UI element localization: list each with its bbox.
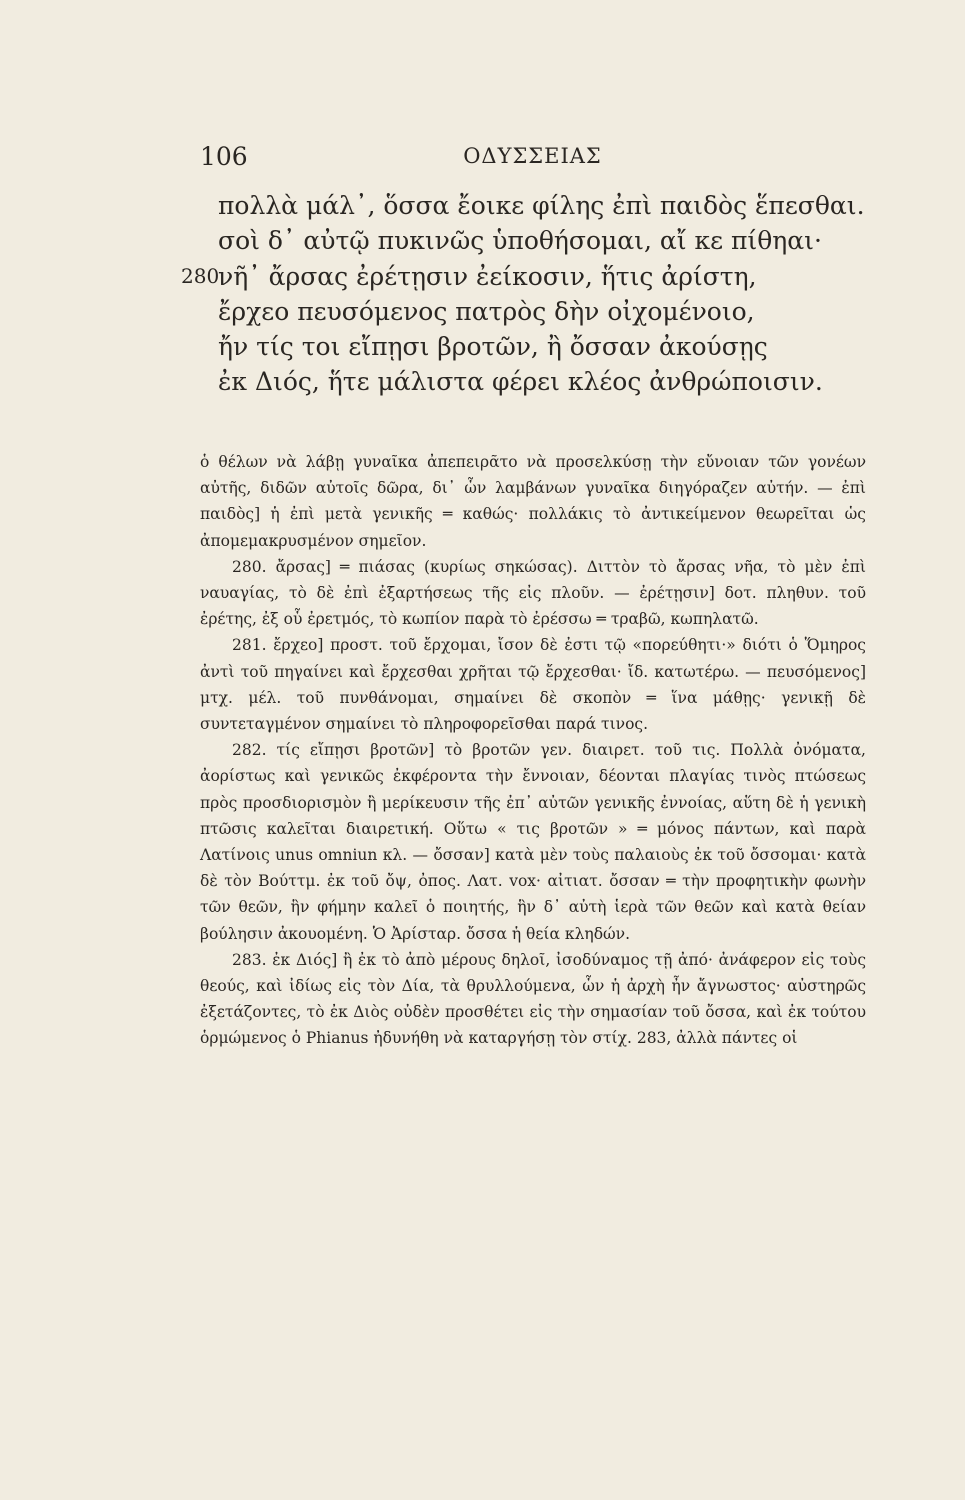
commentary-note-282: 282. τίς εἴπῃσι βροτῶν] τὸ βροτῶν γεν. διαιρετ. τοῦ τις. Πολλὰ ὀνόματα, ἀορίστως καὶ γενικῶς ἐκφέροντα τὴν ἔννοιαν, δέονται πλαγίας τινὸς πτώσεως πρὸς προσδιορισμὸν ἢ μερίκευσιν τῆς ἐπ᾽ αὐτῶν γενικῆς ἐννοίας, αὕτη δὲ ἡ γενικὴ πτῶσις καλεῖται διαιρετική. Οὕτω « τις βροτῶν » ═ μόνος πάντων, καὶ παρὰ Λατίνοις unus omniun κλ. — ὄσσαν] κατὰ μὲν τοὺς παλαιοὺς ἐκ τοῦ ὄσσομαι· κατὰ δὲ τὸν Βούττμ. ἐκ τοῦ ὄψ, ὀπος. Λατ. vox· αἰτιατ. ὄσσαν ═ τὴν προφητικὴν φωνὴν τῶν θεῶν, ἣν φήμην καλεῖ ὁ ποιητής, ἣν δ᾽ αὐτὴ ἱερὰ τῶν θεῶν καὶ κατὰ θείαν βούλησιν ἀκουομένη. Ὁ Ἀρίσταρ. ὄσσα ἡ θεία κληδών. [200, 741, 866, 943]
verse-block [181, 188, 875, 400]
verse-line [185, 223, 875, 258]
verse-text: ἔρχεο πευσόμενος πατρὸς δὴν οἰχομένοιο, [218, 296, 755, 326]
verse-line [181, 259, 875, 294]
verse-line [185, 364, 875, 399]
running-head [200, 142, 865, 182]
commentary-paragraph: ὁ θέλων νὰ λάβῃ γυναῖκα ἀπεπειρᾶτο νὰ προσελκύσῃ τὴν εὔνοιαν τῶν γονέων αὐτῆς, διδῶν αὐτοῖς δῶρα, δι᾽ ὧν λαμβάνων γυναῖκα διηγόραζεν αὐτήν. — ἐπὶ παιδὸς] ἡ ἐπὶ μετὰ γενικῆς ═ καθώς· πολλάκις τὸ ἀντικείμενον θεωρεῖται ὡς ἀπομεμακρυσμένον σημεῖον. [200, 453, 866, 550]
commentary-note-281: 281. ἔρχεο] προστ. τοῦ ἔρχομαι, ἴσον δὲ ἐστι τῷ «πορεύθητι·» διότι ὁ Ὅμηρος ἀντὶ τοῦ πηγαίνει καὶ ἔρχεσθαι χρῆται τῷ ἔρχεσθαι· ἴδ. κατωτέρω. — πευσόμενος] μτχ. μέλ. τοῦ πυνθάνομαι, σημαίνει δὲ σκοπὸν ═ ἵνα μάθῃς· γενικῇ δὲ συντεταγμένον σημαίνει τὸ πληροφορεῖσθαι παρά τινος. [200, 636, 866, 734]
verse-text: ἐκ Διός, ἥτε μάλιστα φέρει κλέος ἀνθρώποισιν. [218, 367, 823, 397]
verse-text: πολλὰ μάλ᾽, ὅσσα ἔοικε φίλης ἐπὶ παιδὸς ἕπεσθαι. [218, 191, 865, 220]
verse-text: ἤν τίς τοι εἴπῃσι βροτῶν, ἢ ὄσσαν ἀκούσῃς [218, 332, 768, 362]
commentary [200, 449, 866, 1052]
line-number: 280 [181, 263, 220, 288]
commentary-note-280: 280. ἄρσας] ═ πιάσας (κυρίως σηκώσας). Διττὸν τὸ ἄρσας νῆα, τὸ μὲν ἐπὶ ναυαγίας, τὸ δὲ ἐπὶ ἐξαρτήσεως τῆς εἰς πλοῦν. — ἐρέτῃσιν] δοτ. πληθυν. τοῦ ἐρέτης, ἐξ οὗ ἐρετμός, τὸ κωπίον παρὰ τὸ ἐρέσσω ═ τραβῶ, κωπηλατῶ. [200, 557, 866, 629]
verse-line [185, 294, 875, 329]
commentary-note-283: 283. ἐκ Διός] ἢ ἐκ τὸ ἀπὸ μέρους δηλοῖ, ἰσοδύναμος τῇ ἀπό· ἀνάφερον εἰς τοὺς θεούς, καὶ ἰδίως εἰς τὸν Δία, τὰ θρυλλούμενα, ὧν ἡ ἀρχὴ ἦν ἄγνωστος· αὐστηρῶς ἐξετάζοντες, τὸ ἐκ Διὸς οὐδὲν προσθέτει εἰς τὴν σημασίαν τοῦ ὄσσα, καὶ ἐκ τούτου ὁρμώμενος ὁ Phianus ἠδυνήθη νὰ καταργήσῃ τὸν στίχ. 283, ἀλλὰ πάντες οἱ [200, 950, 866, 1048]
verse-text: σοὶ δ᾽ αὐτῷ πυκινῶς ὑποθήσομαι, αἴ κε πίθηαι· [218, 226, 822, 256]
page-number: 106 [200, 142, 248, 171]
verse-text: νῆ᾽ ἄρσας ἐρέτῃσιν ἐείκοσιν, ἥτις ἀρίστη, [218, 261, 757, 291]
verse-line [185, 188, 875, 223]
running-title: ΟΔΥΣΣΕΙΑΣ [463, 144, 602, 168]
verse-line [185, 329, 875, 364]
